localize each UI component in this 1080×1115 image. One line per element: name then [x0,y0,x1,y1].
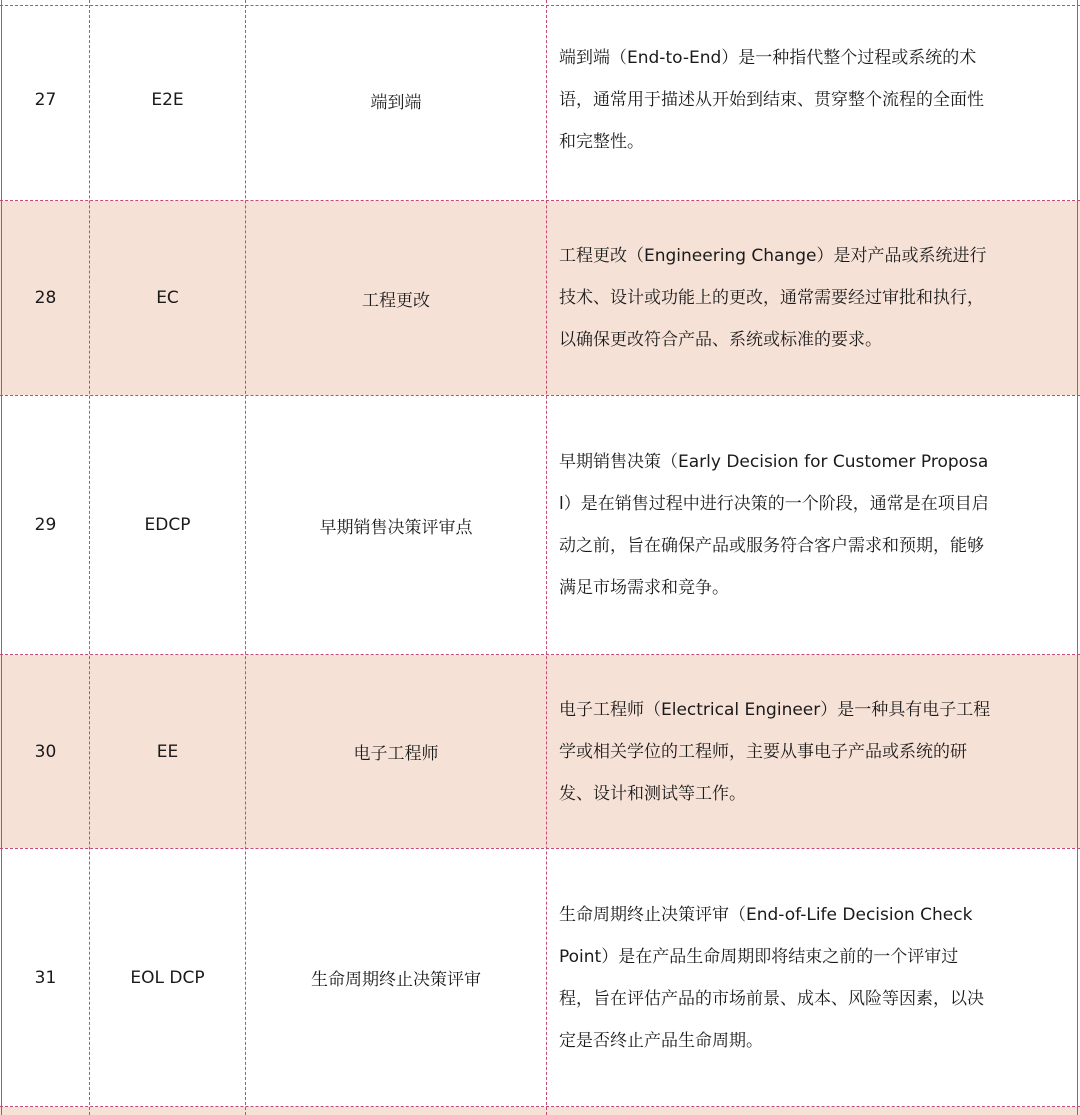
column-divider [89,0,90,1115]
description-line: 程，旨在评估产品的市场前景、成本、风险等因素，以决 [559,988,984,1009]
row-description [559,849,1061,1106]
row-description [559,0,1061,200]
description-line: 工程更改（Engineering Change）是对产品或系统进行 [559,246,987,266]
row-term-name: 电子工程师 [353,744,439,764]
column-divider [546,0,547,1115]
description-line: 技术、设计或功能上的更改，通常需要经过审批和执行， [559,288,984,308]
table-row [0,849,1080,1106]
column-divider [245,0,246,1115]
row-divider [0,200,1080,201]
description-line: 以确保更改符合产品、系统或标准的要求。 [559,330,882,350]
row-description [559,396,1061,654]
row-abbreviation: EC [156,288,179,308]
row-abbreviation: EDCP [144,515,191,535]
row-divider [0,1106,1080,1107]
row-abbreviation: EE [156,741,179,762]
table-row [0,201,1080,395]
table-row [0,396,1080,654]
description-line: 早期销售决策（Early Decision for Customer Proposa [559,452,989,472]
description-line: 动之前，旨在确保产品或服务符合客户需求和预期，能够 [559,536,984,556]
row-divider [0,5,1080,6]
row-number: 30 [34,741,57,762]
description-line: 发、设计和测试等工作。 [559,783,746,804]
description-line: 和完整性。 [559,132,644,152]
description-line: 语，通常用于描述从开始到结束、贯穿整个流程的全面性 [559,90,984,110]
description-line: 端到端（End-to-End）是一种指代整个过程或系统的术 [559,48,977,68]
row-abbreviation: EOL DCP [130,967,205,988]
description-line: l）是在销售过程中进行决策的一个阶段，通常是在项目启 [559,494,989,514]
row-term-name: 工程更改 [362,290,430,311]
row-description [559,201,1061,395]
row-description [559,655,1061,848]
row-term-name: 端到端 [370,92,422,113]
description-line: 生命周期终止决策评审（End-of-Life Decision Check [559,904,973,925]
row-term-name: 早期销售决策评审点 [319,517,473,538]
description-line: 满足市场需求和竞争。 [559,578,729,598]
description-line: Point）是在产品生命周期即将结束之前的一个评审过 [559,946,959,967]
row-number: 31 [34,967,57,988]
table-border-right [1077,0,1078,1115]
row-number: 29 [34,515,57,535]
row-number: 27 [34,90,57,110]
table-row-partial [0,1107,1080,1115]
row-divider [0,848,1080,849]
description-line: 定是否终止产品生命周期。 [559,1030,763,1051]
table-row [0,0,1080,200]
row-number: 28 [34,288,57,308]
table-row [0,655,1080,848]
description-line: 电子工程师（Electrical Engineer）是一种具有电子工程 [559,699,991,720]
row-abbreviation: E2E [151,90,184,110]
description-line: 学或相关学位的工程师，主要从事电子产品或系统的研 [559,741,967,762]
table-border-left [1,0,2,1115]
row-divider [0,654,1080,655]
row-term-name: 生命周期终止决策评审 [311,970,481,990]
row-divider [0,395,1080,396]
